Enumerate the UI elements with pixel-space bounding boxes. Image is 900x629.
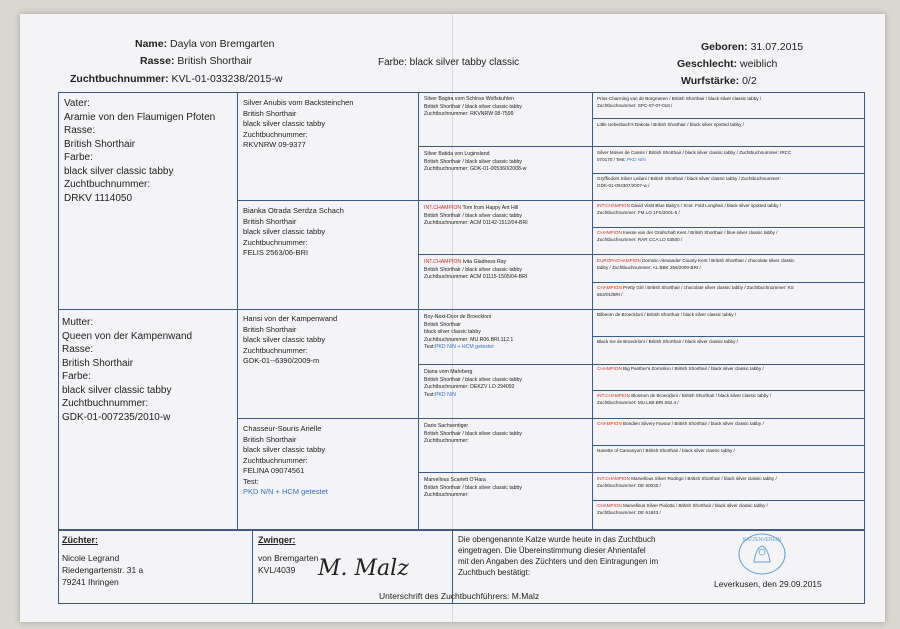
grid-col-3 [592,92,593,530]
grid-g4-divider-8 [592,500,865,501]
registrar-signature-label: Unterschrift des Zuchtbuchführers: M.Malz [379,591,540,601]
ancestor-g4-1: Prins-Charming van de Borgmeren / British Shorthair / black silver classic tabby / Zuchtbuchnummer: SPC-07-07-018 / [597,96,762,108]
grid-col-2 [418,92,419,530]
grid-ggp-divider-2 [418,254,865,255]
ancestor-g4-6: CHAMPION Inesse van der Grafschaft Kent / British Shorthair / blue silver classic tabby / Zuchtbuchnummer: RAR CCA LO 53500 / [597,230,778,242]
ancestor-g4-7: EUROPACHAMPION Dominic-Alexander County Kent / British Shorthair / chocolate silver classic tabby / Zuchtbuchnummer: AL BBK 259/2000-BRI / [597,258,795,270]
ancestor-g4-11: CHAMPION Big Panther's Zornolino / British Shorthair / black silver classic tabby / [597,366,764,371]
ancestor-g4-4: Gryffindors Silver Leilani / British Shorthair / black silver classic tabby / Zuchtbuchnummer: GDK-01-004307/2007-w / [597,176,781,188]
grid-g4-divider-5 [592,336,865,337]
great-grandparent-1: Silver Bagira vom Schloss Wolfskuhlen British Shorthair / black silver classic tabby Zuchtbuchnummer: RKVNRW 08-7599 [424,96,523,117]
seal-text: KATZENVEREIN [743,537,781,543]
grandparent-3: Hansi von der Kampenwand British Shorthair black silver classic tabby Zuchtbuchnummer: GDK-01--6390/2009-m [243,314,338,365]
signature: M. Malz [318,556,409,581]
great-grandparent-6: Diana vom Mahrberg British Shorthair / black silver classic tabby Zuchtbuchnummer: DEKZV LO 294092 Test:PKD N/N [424,369,523,398]
grid-divider-parents [58,309,865,310]
great-grandparent-3: INT.CHAMPION Tom from Happy Ant Hill British Shorthair / black silver classic tabby Zuchtbuchnummer: ACM 01142-1512/04-BRI [424,205,528,226]
ancestor-g4-13: CHAMPION Bondien Silvery Favour / British Shorthair / black silver classic tabby / [597,421,764,426]
ancestor-g4-16: CHAMPION Marvellous Silver Pialotta / British Shorthair / black silver classic tabby / Zuchtbuchnummer: DE 61843 / [597,503,768,515]
grid-ggp-divider-1 [418,146,865,147]
header-geschlecht: Geschlecht: weiblich [677,58,778,70]
ancestor-g4-5: INT.CHAMPION David Visitt Blue Baby's / Scot. Fold Longhair / black silver spotted tabby / Zuchtbuchnummer: FM LO 1FS/2001-6 / [597,203,782,215]
grandparent-4: Chasseur-Souris Arielle British Shorthair black silver classic tabby Zuchtbuchnummer: FELINA 09074561 Test: PKD N/N + HCM getestet [243,424,328,496]
grid-gp-divider-1 [237,200,865,201]
grid-col-1 [237,92,238,530]
grid-g4-divider-6 [592,390,865,391]
mother-info: Mutter: Queen von der Kampenwand Rasse: British Shorthair Farbe: black silver classic tabby Zuchtbuchnummer: GDK-01-007235/2010-w [62,317,193,423]
grid-ggp-divider-4 [418,472,865,473]
registration-statement: Die obengenannte Katze wurde heute in das Zuchtbuch eingetragen. Die Übereinstimmung dieser Ahnentafel mit den Angaben des Züchters und den Eintragungen im Zuchtbuch bestätigt: [458,535,659,577]
grid-g4-divider-4 [592,282,865,283]
ancestor-g4-2: Little Ueberbach's Dakota / British Shorthair / black silver spotted tabby / [597,122,744,127]
great-grandparent-7: Dario Sachsentiger British Shorthair / black silver classic tabby Zuchtbuchnummer: [424,423,523,444]
ancestor-g4-10: Black Ice de Broeckloni / British Shorthair / black silver classic tabby / [597,339,738,344]
footer-divider-1 [252,530,253,604]
ancestor-g4-8: CHAMPION Pretty Girl / British Shorthair / chocolate silver classic tabby / Zuchtbuchnummer: KS 653/01/BRI / [597,285,794,297]
great-grandparent-5: Boy-Next-Door de Broeckloni British Shorthair black silver classic tabby Zuchtbuchnummer: MU.R06.BRI.112.1 Test:PKD N/N + HCM getestet [424,314,514,350]
header-wurfstaerke: Wurfstärke: 0/2 [681,75,757,87]
ancestor-g4-12: INT.CHAMPION Blossom de Broeckloni / British Shorthair / black silver classic tabby / Zuchtbuchnummer: MU.LB9.BRI.062.4 / [597,393,772,405]
gp4-test-result: PKD N/N + HCM getestet [243,487,328,496]
header-geboren: Geboren: 31.07.2015 [701,41,804,53]
grid-g4-divider-2 [592,173,865,174]
header-name: Name: Dayla von Bremgarten [135,38,275,50]
grid-ggp-divider-3 [418,364,865,365]
father-info: Vater: Aramie von den Flaumigen Pfoten Rasse: British Shorthair Farbe: black silver classic tabby Zuchtbuchnummer: DRKV 1114050 [64,98,216,204]
association-seal [736,532,788,576]
header-farbe: Farbe: black silver tabby classic [378,57,520,68]
great-grandparent-8: Marvellous Scarlett O'Hara British Shorthair / black silver classic tabby Zuchtbuchnummer: [424,477,523,498]
ancestor-g4-3: Silver Moses de Cassis / British Shorthair / black silver classic tabby / Zuchtbuchnummer: IRCC 070170 / Test: PKD N/N [597,150,792,162]
grid-g4-divider-3 [592,227,865,228]
great-grandparent-2: Silver Batida von Luginsland British Shorthair / black silver classic tabby Zuchtbuchnummer: GDK-01-005360/2008-w [424,151,527,172]
header-zuchtbuchnummer: Zuchtbuchnummer: KVL-01-033238/2015-w [70,73,283,85]
header-rasse: Rasse: British Shorthair [140,55,253,67]
ancestor-g4-14: Nanette of Camanyon / British Shorthair / black silver classic tabby / [597,448,735,453]
ancestor-g4-9: Bilbeorn de Broeckloni / British Shorthair / black silver classic tabby / [597,312,737,317]
cattery-info: Zwinger: von Bremgarten KVL/4039 [258,535,319,575]
great-grandparent-4: INT.CHAMPION Ivita Gladness Ray British Shorthair / black silver classic tabby Zuchtbuchnummer: ACM 01115-1505/04-BRI [424,259,528,280]
breeder-info: Züchter: Nicole Legrand Riedengartenstr. 31 a 79241 Ihringen [62,535,144,587]
grandparent-1: Silver Anubis vom Backsteinchen British Shorthair black silver classic tabby Zuchtbuchnummer: RKVNRW 09-9377 [243,98,354,149]
grid-g4-divider-1 [592,118,865,119]
seal-icon [736,532,788,576]
grandparent-2: Bianka Otrada Serdza Schach British Shorthair black silver classic tabby Zuchtbuchnummer: FELIS 2563/06-BRI [243,206,344,257]
place-and-date: Leverkusen, den 29.09.2015 [714,579,822,589]
grid-g4-divider-7 [592,445,865,446]
ancestor-g4-15: INT.CHAMPION Marvellous Silver Rodrigo / British Shorthair / black silver classic tabby / Zuchtbuchnummer: DE 60030 / [597,476,777,488]
grid-gp-divider-2 [237,418,865,419]
